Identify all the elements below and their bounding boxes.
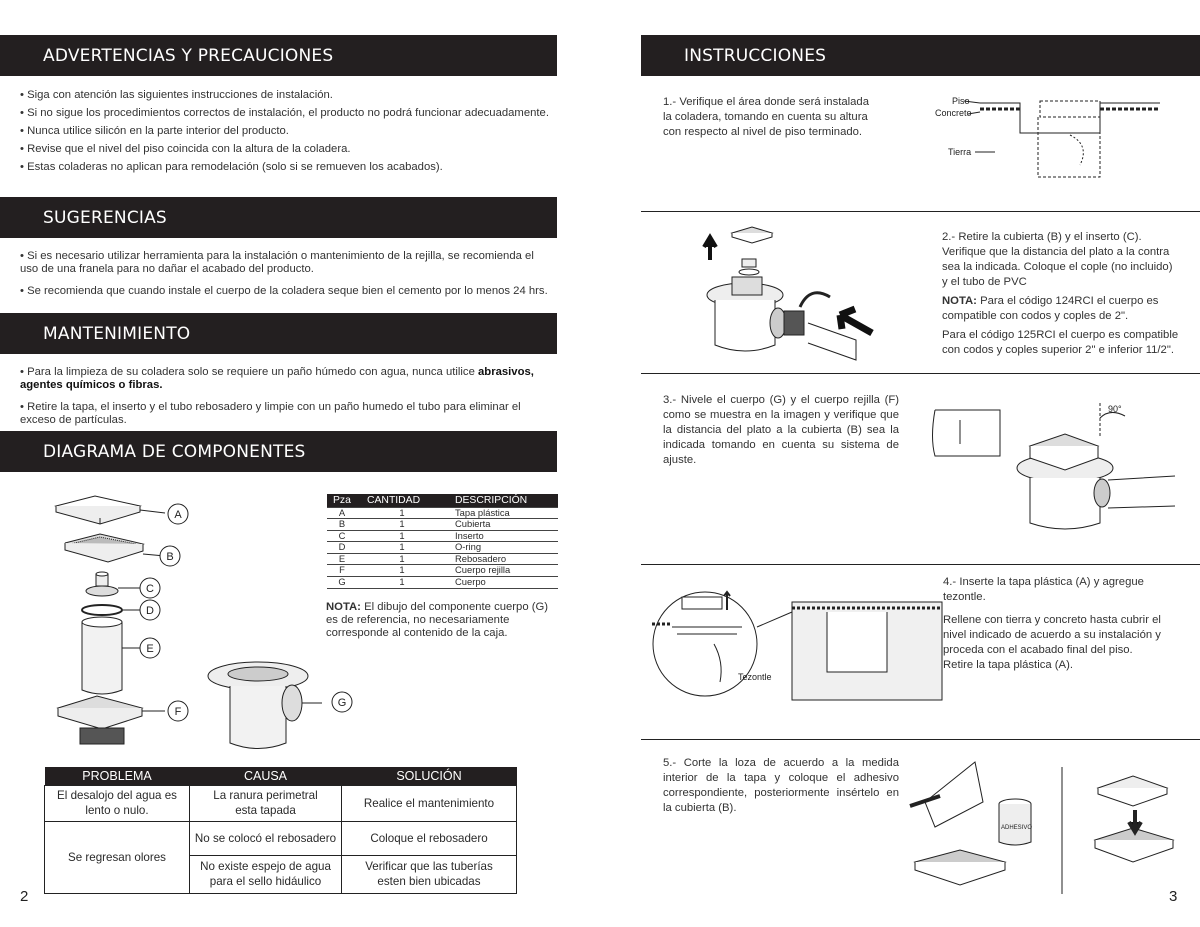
- table-cell: La ranura perimetral esta tapada: [190, 785, 342, 821]
- table-row: [327, 542, 558, 554]
- divider: [641, 211, 1200, 212]
- step-2-note-text: Para el código 124RCI el cuerpo es compatible con codos y coples de 2".: [942, 295, 1159, 322]
- step-1-diagram: [920, 95, 1180, 195]
- step-2-note: [942, 294, 1180, 324]
- table-row: [327, 565, 558, 577]
- diagram-letter-e: E: [146, 643, 154, 655]
- step-2-text: [942, 230, 1180, 358]
- step-2-note-label: NOTA:: [942, 295, 977, 307]
- table-row: [45, 821, 517, 855]
- note-label: NOTA:: [326, 601, 361, 613]
- maintenance-item: [20, 366, 555, 392]
- warnings-list: [20, 89, 555, 179]
- table-cell: C: [327, 530, 357, 542]
- table-cell: 1: [357, 519, 447, 531]
- table-cell: Se regresan olores: [45, 821, 190, 893]
- diagram-note: [326, 601, 562, 640]
- warning-item: • Estas coladeras no aplican para remodelación (solo si se remueven los acabados).: [20, 161, 443, 173]
- table-cell: Cuerpo rejilla: [447, 565, 558, 577]
- divider: [641, 739, 1200, 740]
- table-row: [327, 553, 558, 565]
- diagram-letter-c: C: [146, 583, 154, 595]
- maintenance-list: [20, 366, 555, 432]
- section-header-diagram: DIAGRAMA DE COMPONENTES: [0, 431, 557, 472]
- table-row: [327, 530, 558, 542]
- section-header-suggestions: SUGERENCIAS: [0, 197, 557, 238]
- table-cell: B: [327, 519, 357, 531]
- parts-table-header: [327, 494, 558, 507]
- divider: [641, 373, 1200, 374]
- maintenance-bold: abrasivos, agentes químicos o fibras.: [20, 366, 534, 391]
- warning-item: • Siga con atención las siguientes instrucciones de instalación.: [20, 89, 333, 101]
- parts-table: [327, 494, 558, 589]
- table-cell: O-ring: [447, 542, 558, 554]
- step-5-diagram: [905, 762, 1190, 902]
- step-5-text: 5.- Corte la loza de acuerdo a la medida interior de la tapa y coloque el adhesivo correspondiente, posteriormente insértelo en la cubierta (B).: [663, 757, 899, 814]
- step-4-main: 4.- Inserte la tapa plástica (A) y agregue tezontle.: [943, 576, 1144, 603]
- table-cell: 1: [357, 542, 447, 554]
- diagram-letter-b: B: [166, 551, 174, 563]
- diagram-letter-f: F: [174, 706, 182, 718]
- step-3-text: 3.- Nivele el cuerpo (G) y el cuerpo rejilla (F) como se muestra en la imagen y verifique que la distancia del plato a la cubierta (B) sea la indicada tomando en cuenta su sistema de ajuste.: [663, 394, 899, 466]
- table-cell: Inserto: [447, 530, 558, 542]
- table-cell: 1: [357, 565, 447, 577]
- warning-item: • Nunca utilice silicón en la parte interior del producto.: [20, 125, 289, 137]
- troubleshooting-header: [45, 767, 517, 785]
- section-header-instructions: INSTRUCCIONES: [641, 35, 1200, 76]
- divider: [641, 564, 1200, 565]
- table-row: [327, 507, 558, 519]
- col-header: Pza: [327, 494, 357, 507]
- table-cell: El desalojo del agua es lento o nulo.: [45, 785, 190, 821]
- adhesive-label: ADHESIVO: [1001, 825, 1033, 831]
- table-cell: A: [327, 507, 357, 519]
- step-4-fill: Rellene con tierra y concreto hasta cubrir el nivel indicado de acuerdo a su instalación y proceda con el acabado final del piso.: [943, 614, 1161, 656]
- troubleshooting-table: [44, 767, 517, 894]
- table-row: [327, 577, 558, 589]
- label-piso: Piso: [952, 96, 970, 106]
- table-cell: Cuerpo: [447, 577, 558, 589]
- maintenance-text: • Para la limpieza de su coladera solo se requiere un paño húmedo con agua, nunca utilice: [20, 366, 479, 378]
- step-2-extra: Para el código 125RCI el cuerpo es compatible con codos y coples superior 2" e inferior 11/2".: [942, 329, 1179, 356]
- label-concreto: Concreto: [935, 108, 972, 118]
- table-cell: Rebosadero: [447, 553, 558, 565]
- step-2-diagram: [690, 225, 890, 365]
- page-number-right: 3: [1169, 888, 1178, 905]
- warning-item: • Revise que el nivel del piso coincida con la altura de la coladera.: [20, 143, 351, 155]
- section-header-maintenance: MANTENIMIENTO: [0, 313, 557, 354]
- label-tierra: Tierra: [948, 147, 972, 157]
- table-row: [45, 785, 517, 821]
- table-cell: D: [327, 542, 357, 554]
- table-cell: No existe espejo de agua para el sello hidáulico: [190, 855, 342, 893]
- diagram-letter-d: D: [146, 605, 154, 617]
- suggestions-list: [20, 250, 555, 303]
- section-header-warnings: ADVERTENCIAS Y PRECAUCIONES: [0, 35, 557, 76]
- step-4-text: [943, 575, 1180, 673]
- angle-label: 90°: [1108, 404, 1122, 414]
- table-cell: Realice el mantenimiento: [342, 785, 517, 821]
- step-3-diagram: [930, 398, 1180, 558]
- col-header: SOLUCIÓN: [342, 767, 517, 785]
- maintenance-item: • Retire la tapa, el inserto y el tubo rebosadero y limpie con un paño humedo el tubo para eliminar el exceso de partículas.: [20, 401, 521, 426]
- table-cell: No se colocó el rebosadero: [190, 821, 342, 855]
- step-4-remove: Retire la tapa plástica (A).: [943, 659, 1073, 671]
- table-row: [327, 519, 558, 531]
- col-header: PROBLEMA: [45, 767, 190, 785]
- tezontle-label: Tezontle: [738, 672, 772, 682]
- step-1-text: 1.- Verifique el área donde será instalada la coladera, tomando en cuenta su altura con respecto al nivel de piso terminado.: [663, 96, 869, 138]
- col-header: CANTIDAD: [357, 494, 447, 507]
- table-cell: Coloque el rebosadero: [342, 821, 517, 855]
- step-2-main: 2.- Retire la cubierta (B) y el inserto (C). Verifique que la distancia del plato a la contra sea la indicada. Coloque el cople (no incluido) y el tubo de PVC: [942, 231, 1173, 288]
- table-cell: G: [327, 577, 357, 589]
- table-cell: 1: [357, 577, 447, 589]
- suggestion-item: • Se recomienda que cuando instale el cuerpo de la coladera seque bien el cemento por lo menos 24 hrs.: [20, 285, 548, 297]
- note-text: El dibujo del componente cuerpo (G) es de referencia, no necesariamente corresponde al contenido de la caja.: [326, 601, 549, 639]
- table-cell: Verificar que las tuberías esten bien ubicadas: [342, 855, 517, 893]
- diagram-letter-g: G: [337, 697, 347, 709]
- suggestion-item: • Si es necesario utilizar herramienta para la instalación o mantenimiento de la rejilla, se recomienda el uso de una franela para no dañar el acabado del producto.: [20, 250, 534, 275]
- warning-item: • Si no sigue los procedimientos correctos de instalación, el producto no podrá funcionar adecuadamente.: [20, 107, 549, 119]
- diagram-letter-a: A: [174, 509, 182, 521]
- table-cell: E: [327, 553, 357, 565]
- page-number-left: 2: [20, 888, 29, 905]
- table-cell: Cubierta: [447, 519, 558, 531]
- step-4-diagram: [652, 582, 942, 702]
- table-cell: Tapa plástica: [447, 507, 558, 519]
- col-header: DESCRIPCIÓN: [447, 494, 558, 507]
- table-cell: 1: [357, 553, 447, 565]
- table-cell: 1: [357, 530, 447, 542]
- col-header: CAUSA: [190, 767, 342, 785]
- table-cell: 1: [357, 507, 447, 519]
- table-cell: F: [327, 565, 357, 577]
